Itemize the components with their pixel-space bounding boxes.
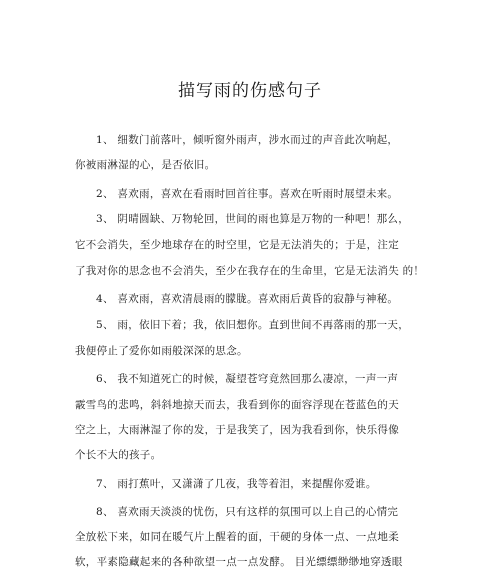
paragraph-line: 霰雪鸟的悲鸣，斜斜地掠天而去，我看到你的面容浮现在苍蓝色的天 [75, 399, 399, 411]
paragraph-line: 5、 雨，依旧下着；我，依旧想你。直到世间不再落雨的那一天， [96, 319, 410, 331]
paragraph-line: 我便停止了爱你如雨般深深的思念。 [75, 345, 248, 357]
paragraph-line: 7、 雨打蕉叶，又潇潇了几夜，我等着泪，来提醒你爱谁。 [96, 478, 377, 490]
paragraph-line: 空之上，大雨淋湿了你的发，于是我笑了，因为我看到你，快乐得像 [75, 424, 399, 436]
paragraph-line: 软，平素隐藏起来的各种欲望一点一点发酵。 目光缥缥缈缈地穿透眼 [75, 556, 403, 568]
paragraph-line: 3、 阴晴圆缺、万物轮回，世间的雨也算是万物的一种吧！那么， [96, 213, 410, 225]
paragraph-line: 你被雨淋湿的心，是否依旧。 [75, 159, 216, 171]
paragraph-line: 6、 我不知道死亡的时候，凝望苍穹竟然回那么凄凉，一声一声 [96, 373, 399, 385]
paragraph-line: 8、 喜欢雨天淡淡的忧伤，只有这样的氛围可以上自己的心情完 [96, 506, 399, 518]
paragraph-line: 了我对你的思念也不会消失，至少在我存在的生命里，它是无法消失 的！ [75, 265, 425, 277]
paragraph-line: 4、 喜欢雨，喜欢清晨雨的朦胧。喜欢雨后黄昏的寂静与神秘。 [96, 293, 399, 305]
paragraph-line: 2、 喜欢雨，喜欢在看雨时回首往事。喜欢在听雨时展望未来。 [96, 188, 399, 200]
paragraph-line: 全放松下来，如同在暖气片上醒着的面，干硬的身体一点、一点地柔 [75, 531, 399, 543]
paragraph-line: 1、 细数门前落叶，倾听窗外雨声，涉水而过的声音此次响起， [96, 134, 399, 146]
paragraph-line: 它不会消失，至少地球存在的时空里，它是无法消失的；于是，注定 [75, 239, 399, 251]
page-title: 描写雨的伤感句子 [178, 81, 322, 101]
paragraph-line: 个长不大的孩子。 [75, 449, 162, 461]
